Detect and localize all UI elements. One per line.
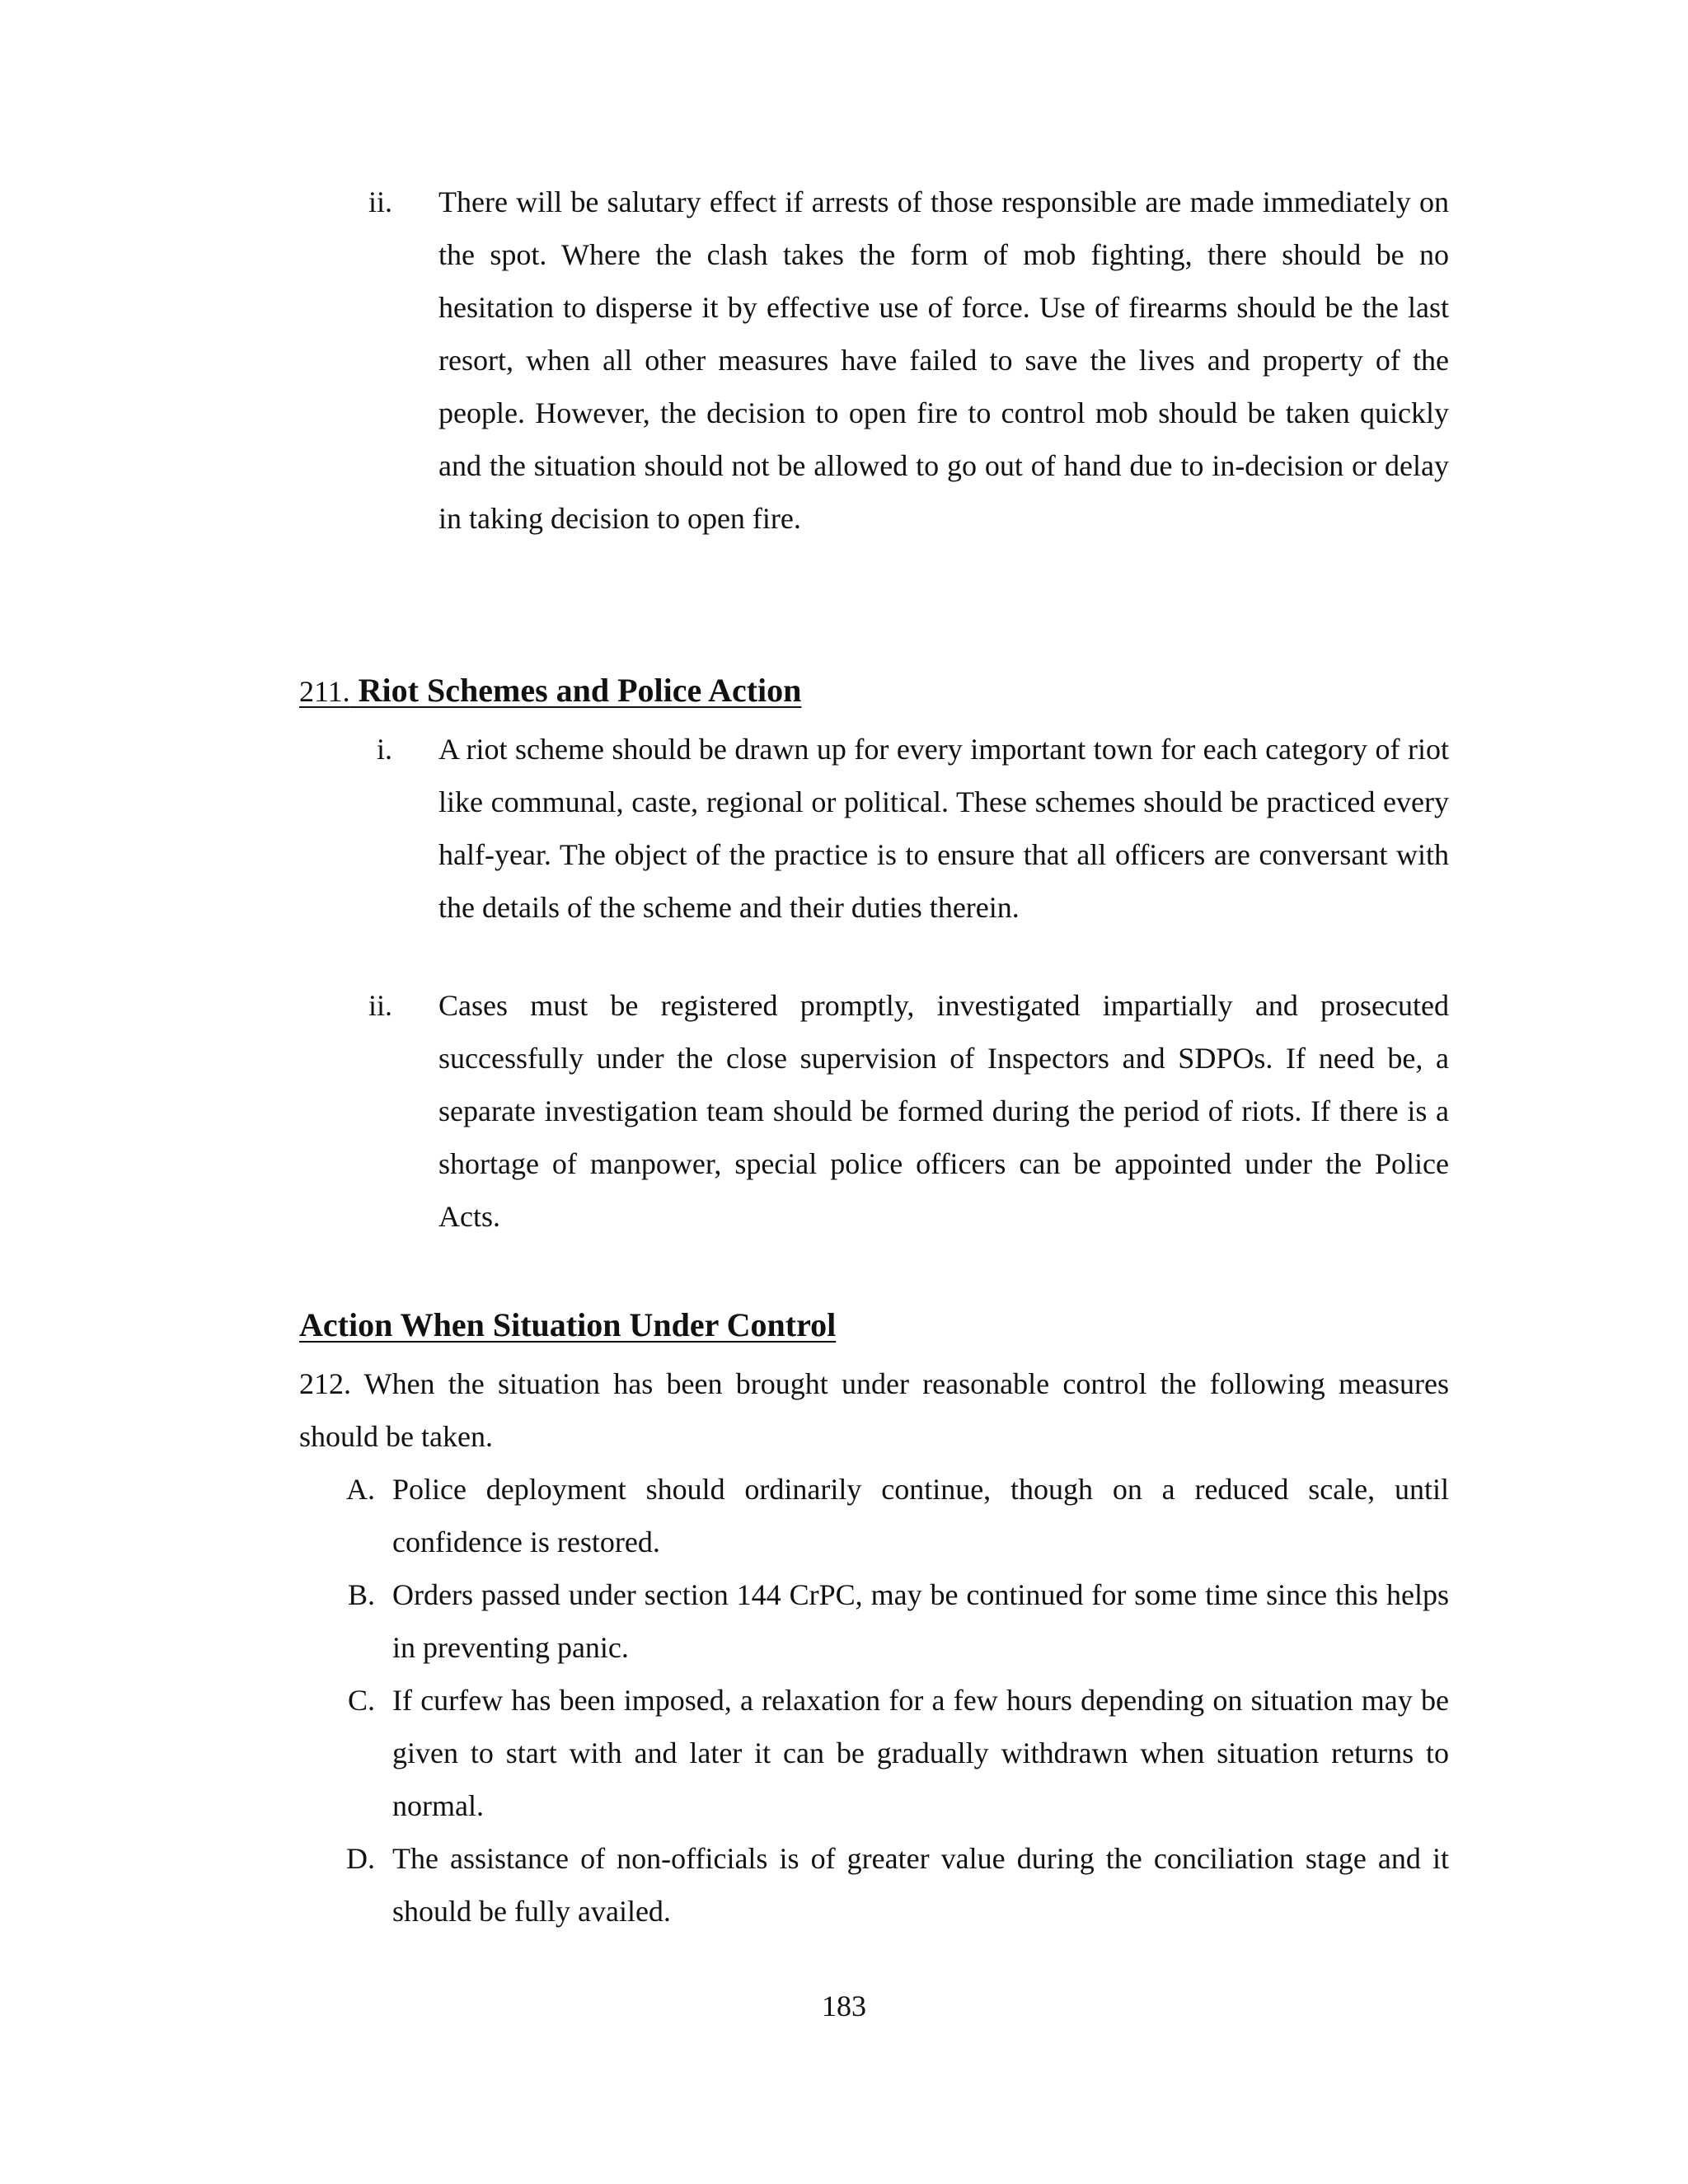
list-marker-211-ii: ii. (368, 989, 392, 1022)
list-marker-210-ii: ii. (368, 185, 392, 218)
paragraph-211-i: A riot scheme should be drawn up for every important town for each category of riot like communal, caste, regional or political. These schemes should be practiced every half-year. The object of the practice is to ensure that all officers are conversant with the details of the scheme and their duties therein. (438, 733, 1449, 924)
list-marker-212-c: C. (347, 1684, 375, 1717)
list-marker-212-a: A. (346, 1473, 375, 1506)
paragraph-210-ii: There will be salutary effect if arrests of those responsible are made immediately on the spot. Where the clash takes the form of mob fighting, there should be no hesitation to disperse it by effective use of force. Use of firearms should be the last resort, when all other measures have failed to save the lives and property of the people. However, the decision to open fire to control mob should be taken quickly and the situation should not be allowed to go out of hand due to in-decision or delay in taking decision to open fire. (438, 185, 1449, 535)
list-marker-211-i: i. (376, 733, 392, 766)
paragraph-211-ii: Cases must be registered promptly, investigated impartially and prosecuted successfully under the close supervision of Inspectors and SDPOs. If need be, a separate investigation team should be formed during the period of riots. If there is a shortage of manpower, special police officers can be appointed under the Police Acts. (438, 989, 1449, 1233)
list-item-212-a: Police deployment should ordinarily continue, though on a reduced scale, until confidence is restored. (392, 1473, 1449, 1558)
list-marker-212-b: B. (347, 1578, 375, 1611)
list-item-212-c: If curfew has been imposed, a relaxation for a few hours depending on situation may be given to start with and later it can be gradually withdrawn when situation returns to normal. (392, 1684, 1449, 1822)
section-211-title: Riot Schemes and Police Action (349, 672, 802, 709)
list-item-212-d: The assistance of non-officials is of greater value during the conciliation stage and it should be fully availed. (392, 1842, 1449, 1928)
section-211-heading (299, 668, 801, 715)
page-number: 183 (822, 1990, 866, 2022)
list-item-212-b: Orders passed under section 144 CrPC, may be continued for some time since this helps in preventing panic. (392, 1578, 1449, 1664)
paragraph-212-intro: 212. When the situation has been brought under reasonable control the following measures should be taken. (299, 1367, 1449, 1453)
list-marker-212-d: D. (346, 1842, 375, 1875)
section-211-number: 211. (299, 675, 350, 708)
section-212-heading: Action When Situation Under Control (299, 1306, 837, 1343)
